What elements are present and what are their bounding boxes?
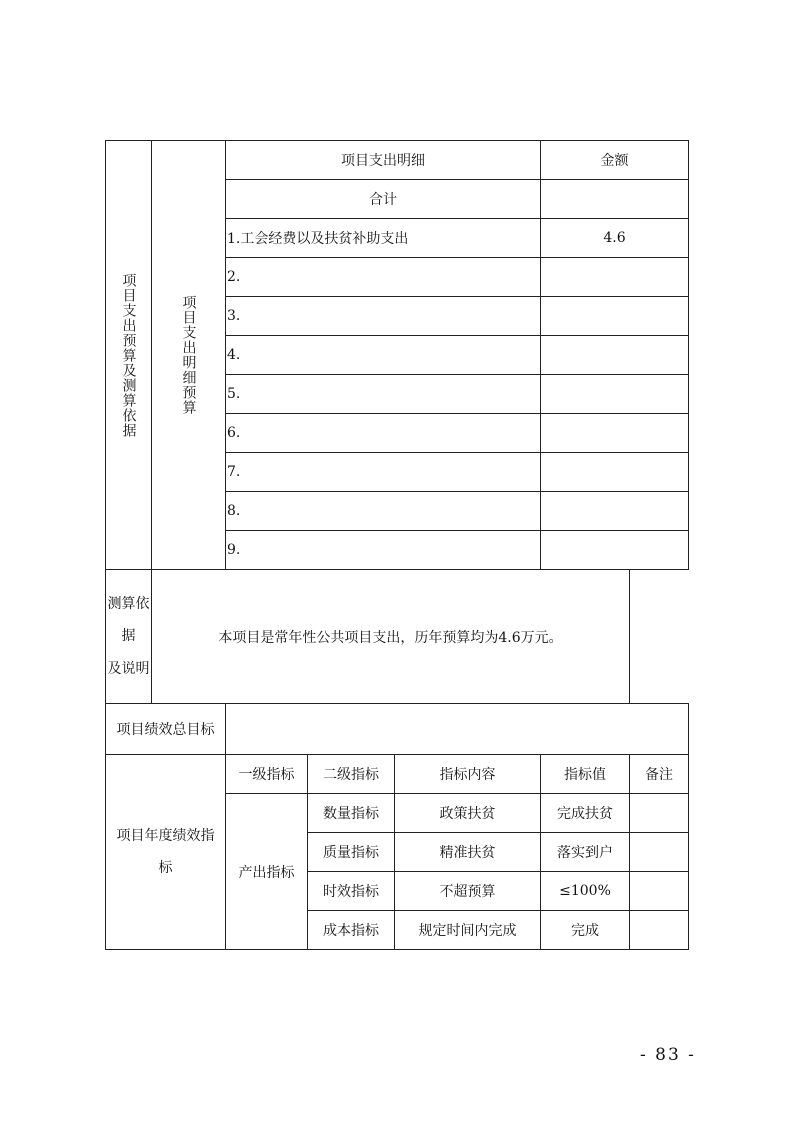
indicator-content: 政策扶贫 bbox=[395, 794, 541, 833]
col-header-level2: 二级指标 bbox=[308, 755, 395, 794]
annual-label-line1: 项目年度绩效指 bbox=[116, 827, 215, 844]
col-header-level1: 一级指标 bbox=[226, 755, 308, 794]
item-amount bbox=[541, 258, 689, 297]
indicator-level2: 数量指标 bbox=[308, 794, 395, 833]
indicator-value: 完成 bbox=[541, 911, 630, 950]
header-amount: 金额 bbox=[541, 141, 689, 180]
item-label: 2. bbox=[226, 258, 541, 297]
item-label: 9. bbox=[226, 531, 541, 570]
item-label: 8. bbox=[226, 492, 541, 531]
item-amount bbox=[541, 336, 689, 375]
indicator-note bbox=[630, 794, 689, 833]
item-amount bbox=[541, 531, 689, 570]
basis-label-line2: 及说明 bbox=[107, 660, 150, 677]
basis-text: 本项目是常年性公共项目支出，历年预算均为4.6万元。 bbox=[152, 570, 630, 704]
col-header-value: 指标值 bbox=[541, 755, 630, 794]
indicator-note bbox=[630, 911, 689, 950]
header-detail: 项目支出明细 bbox=[226, 141, 541, 180]
item-amount bbox=[541, 375, 689, 414]
indicator-content: 不超预算 bbox=[395, 872, 541, 911]
indicator-value: 落实到户 bbox=[541, 833, 630, 872]
annual-indicators-label bbox=[106, 755, 226, 950]
item-label: 7. bbox=[226, 453, 541, 492]
item-amount bbox=[541, 492, 689, 531]
item-amount bbox=[541, 297, 689, 336]
indicator-note bbox=[630, 872, 689, 911]
item-label: 3. bbox=[226, 297, 541, 336]
basis-label-line1: 测算依据 bbox=[107, 596, 150, 645]
item-label: 6. bbox=[226, 414, 541, 453]
indicator-content: 规定时间内完成 bbox=[395, 911, 541, 950]
col-header-content: 指标内容 bbox=[395, 755, 541, 794]
indicator-note bbox=[630, 833, 689, 872]
item-label: 4. bbox=[226, 336, 541, 375]
sub-detail-label: 项目支出明细预算 bbox=[152, 141, 226, 570]
indicator-level2: 时效指标 bbox=[308, 872, 395, 911]
total-amount bbox=[541, 180, 689, 219]
basis-label bbox=[106, 570, 152, 704]
total-label: 合计 bbox=[226, 180, 541, 219]
annual-label-line2: 标 bbox=[158, 860, 173, 876]
overall-goal-label: 项目绩效总目标 bbox=[106, 704, 226, 755]
item-amount: 4.6 bbox=[541, 219, 689, 258]
budget-table bbox=[105, 140, 689, 950]
indicator-level2: 成本指标 bbox=[308, 911, 395, 950]
indicator-level2: 质量指标 bbox=[308, 833, 395, 872]
item-label: 5. bbox=[226, 375, 541, 414]
indicator-value: ≤100% bbox=[541, 872, 630, 911]
level1-output: 产出指标 bbox=[226, 794, 308, 950]
section-budget-label: 项目支出预算及测算依据 bbox=[106, 141, 152, 570]
indicator-value: 完成扶贫 bbox=[541, 794, 630, 833]
col-header-note: 备注 bbox=[630, 755, 689, 794]
item-label: 1.工会经费以及扶贫补助支出 bbox=[226, 219, 541, 258]
item-amount bbox=[541, 453, 689, 492]
indicator-content: 精准扶贫 bbox=[395, 833, 541, 872]
page-number: - 83 - bbox=[640, 1045, 696, 1065]
item-amount bbox=[541, 414, 689, 453]
overall-goal-value bbox=[226, 704, 689, 755]
